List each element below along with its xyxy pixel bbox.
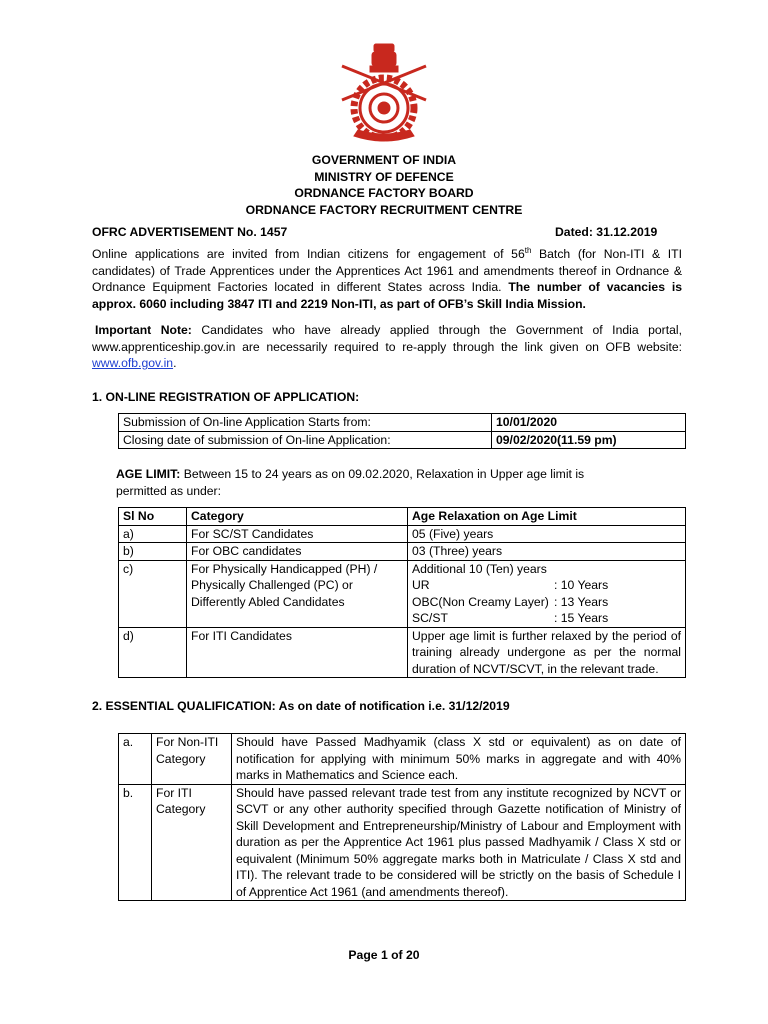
relaxation-key: SC/ST (412, 611, 448, 625)
heading-ministry: MINISTRY OF DEFENCE (314, 170, 454, 184)
row-sl: c) (119, 560, 187, 627)
row-sl: b. (119, 784, 152, 901)
row-relaxation: 05 (Five) years (408, 525, 686, 543)
header-sl-no: Sl No (119, 508, 187, 526)
section-1-heading: 1. ON-LINE REGISTRATION OF APPLICATION: (92, 390, 360, 404)
table-row (119, 784, 686, 901)
row-relaxation (408, 560, 686, 627)
start-date-label: Submission of On-line Application Starts from: (119, 414, 492, 432)
intro-text-1: Online applications are invited from Indian citizens for engagement of 56 (92, 247, 525, 261)
row-category: For Physically Handicapped (PH) / Physically Challenged (PC) or Differently Abled Candidates (187, 560, 408, 627)
important-note-label: Important Note: (95, 323, 192, 337)
row-sl: a. (119, 734, 152, 785)
start-date-value: 10/01/2020 (492, 414, 686, 432)
row-category: For Non-ITI Category (152, 734, 232, 785)
age-limit-paragraph (116, 466, 676, 483)
table-row (119, 627, 686, 678)
closing-date-value: 09/02/2020(11.59 pm) (492, 431, 686, 449)
ofb-emblem-icon (332, 40, 436, 144)
ofb-website-link[interactable]: www.ofb.gov.in (92, 356, 174, 370)
table-row (119, 543, 686, 561)
age-limit-text-2: permitted as under: (116, 484, 222, 498)
row-qualification: Should have Passed Madhyamik (class X std or equivalent) as on date of notification for applying with minimum 50% marks in aggregate and with 40% marks in Mathematics and Science each. (232, 734, 686, 785)
important-note (92, 322, 682, 372)
row-qualification: Should have passed relevant trade test from any institute recognized by NCVT or SCVT or any other authority specified through Gazette notification of Ministry of Skill Development and Entrepreneurship/Ministry of Labour and Employment with duration as per the Apprentice Act 1961 plus passed Madhyamik / Class X std or equivalent (Minimum 50% aggregate marks both in Matriculate / Class X std and ITI). The relevant trade to be considered will be strictly on the basis of Schedule I of Apprentice Act 1961 (and amendments thereof). (232, 784, 686, 901)
important-note-text: Candidates who have already applied through the Government of India portal, www.apprenticeship.gov.in are necessarily required to re-apply through the link given on OFB website: (92, 323, 682, 354)
table-row (119, 525, 686, 543)
advertisement-number: OFRC ADVERTISEMENT No. 1457 (92, 225, 288, 239)
intro-text-2: Batch (for Non-ITI & ITI candidates) of Trade Apprentices under the Apprentices Act 1961 and amendments thereof in Ordnance & Ordnance Equipment Factories located in different States across India. (92, 247, 682, 294)
row-category: For SC/ST Candidates (187, 525, 408, 543)
row-category: For ITI Category (152, 784, 232, 901)
advertisement-date: Dated: 31.12.2019 (555, 225, 658, 239)
heading-government: GOVERNMENT OF INDIA (311, 153, 457, 167)
table-row (119, 734, 686, 785)
age-relaxation-table (118, 507, 686, 678)
relaxation-value: : 10 Years (554, 578, 609, 592)
table-row (119, 431, 686, 449)
relaxation-value: : 13 Years (554, 594, 609, 609)
table-row (119, 560, 686, 627)
registration-dates-table (118, 413, 686, 449)
age-limit-label: AGE LIMIT: (116, 467, 181, 481)
relaxation-key: UR (412, 578, 430, 592)
section-2-date: As on date of notification i.e. 31/12/2019 (275, 699, 510, 713)
header-category: Category (187, 508, 408, 526)
table-row (119, 414, 686, 432)
header-age-relaxation: Age Relaxation on Age Limit (408, 508, 686, 526)
important-note-end: . (173, 356, 177, 370)
row-category: For OBC candidates (187, 543, 408, 561)
relaxation-value: : 15 Years (554, 611, 609, 625)
row-sl: a) (119, 525, 187, 543)
closing-date-label: Closing date of submission of On-line Application: (119, 431, 492, 449)
relaxation-key: OBC(Non Creamy Layer) (412, 594, 549, 609)
relaxation-obc (412, 594, 681, 611)
section-2-title: 2. ESSENTIAL QUALIFICATION: (92, 699, 276, 713)
row-sl: d) (119, 627, 187, 678)
intro-paragraph (92, 246, 682, 312)
intro-superscript: th (524, 245, 532, 255)
row-sl: b) (119, 543, 187, 561)
relaxation-intro: Additional 10 (Ten) years (412, 561, 547, 576)
heading-centre: ORDNANCE FACTORY RECRUITMENT CENTRE (245, 203, 523, 217)
table-header-row (119, 508, 686, 526)
row-category: For ITI Candidates (187, 627, 408, 678)
relaxation-ur (412, 577, 681, 594)
row-relaxation: Upper age limit is further relaxed by the period of training already undergone as per the normal duration of NCVT/SCVT, in the relevant trade. (408, 627, 686, 678)
age-limit-text: Between 15 to 24 years as on 09.02.2020, Relaxation in Upper age limit is (180, 467, 585, 481)
section-2-heading (92, 698, 510, 715)
relaxation-scst (412, 610, 681, 627)
row-relaxation: 03 (Three) years (408, 543, 686, 561)
intro-vacancies: The number of vacancies is approx. 6060 including 3847 ITI and 2219 Non-ITI, as part of OFB’s Skill India Mission. (92, 280, 682, 311)
heading-board: ORDNANCE FACTORY BOARD (294, 186, 474, 200)
qualification-table (118, 733, 686, 901)
page-number: Page 1 of 20 (348, 948, 420, 962)
